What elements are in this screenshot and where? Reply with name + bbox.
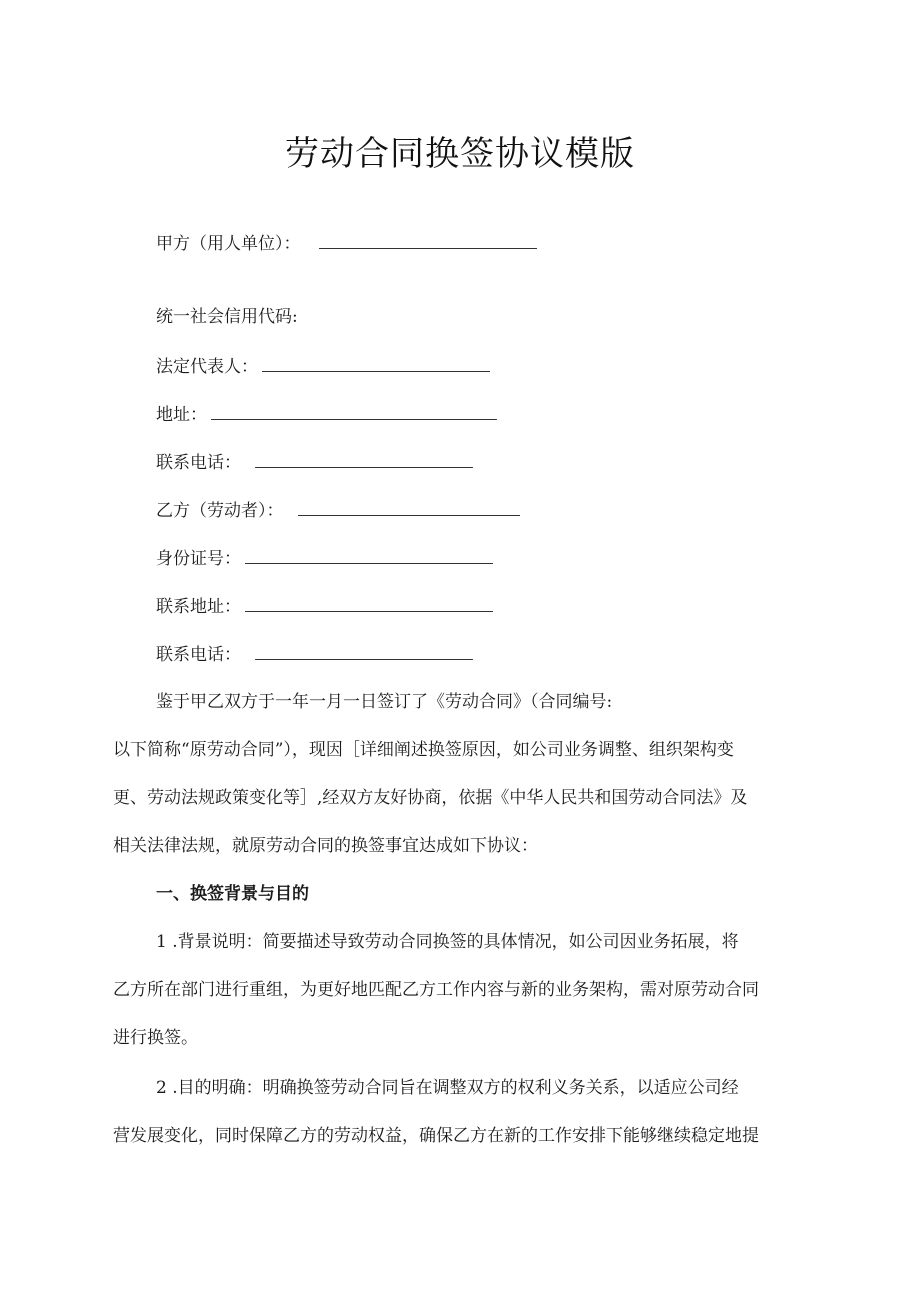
party-a-blank[interactable] (319, 230, 537, 249)
item-1-line-2: 乙方所在部门进行重组，为更好地匹配乙方工作内容与新的业务架构，需对原劳动合同 (113, 980, 759, 1000)
party-a-field (156, 230, 537, 256)
contact-address-label: 联系地址： (156, 597, 241, 617)
item-2-line-1: 2 .目的明确：明确换签劳动合同旨在调整双方的权利义务关系，以适应公司经 (156, 1078, 739, 1098)
item-1-line-3: 进行换签。 (113, 1028, 198, 1048)
party-a-phone-blank[interactable] (255, 449, 473, 468)
address-blank[interactable] (211, 401, 497, 420)
id-number-label: 身份证号： (156, 549, 241, 569)
party-b-phone-field (156, 641, 473, 667)
preamble-line-3: 更、劳动法规政策变化等］,经双方友好协商，依据《中华人民共和国劳动合同法》及 (113, 788, 748, 808)
preamble-line-2: 以下简称“原劳动合同”），现因［详细阐述换签原因，如公司业务调整、组织架构变 (113, 740, 734, 760)
id-number-field (156, 545, 493, 571)
credit-code-field (156, 305, 298, 329)
preamble-line-1: 鉴于甲乙双方于一年一月一日签订了《劳动合同》（合同编号: (156, 692, 613, 712)
party-b-field (156, 497, 520, 523)
party-b-blank[interactable] (298, 497, 520, 516)
party-b-phone-label: 联系电话： (156, 645, 241, 665)
party-a-phone-field (156, 449, 473, 475)
contact-address-blank[interactable] (245, 593, 493, 612)
id-number-blank[interactable] (245, 545, 493, 564)
address-field (156, 401, 497, 427)
party-a-phone-label: 联系电话： (156, 453, 241, 473)
legal-rep-label: 法定代表人： (156, 357, 258, 377)
legal-rep-field (156, 353, 490, 379)
item-2-line-2: 营发展变化，同时保障乙方的劳动权益，确保乙方在新的工作安排下能够继续稳定地提 (113, 1126, 759, 1146)
item-1-line-1: 1 .背景说明：简要描述导致劳动合同换签的具体情况，如公司因业务拓展，将 (156, 932, 739, 952)
address-label: 地址： (156, 405, 207, 425)
preamble-line-4: 相关法律法规，就原劳动合同的换签事宜达成如下协议： (113, 836, 538, 856)
party-b-phone-blank[interactable] (255, 641, 473, 660)
party-a-label: 甲方（用人单位）： (156, 234, 301, 254)
contact-address-field (156, 593, 493, 619)
document-title: 劳动合同换签协议模版 (285, 134, 635, 174)
section-1-heading: 一、换签背景与目的 (156, 884, 309, 904)
legal-rep-blank[interactable] (262, 353, 490, 372)
credit-code-label: 统一社会信用代码: (156, 307, 298, 327)
party-b-label: 乙方（劳动者）： (156, 501, 284, 521)
